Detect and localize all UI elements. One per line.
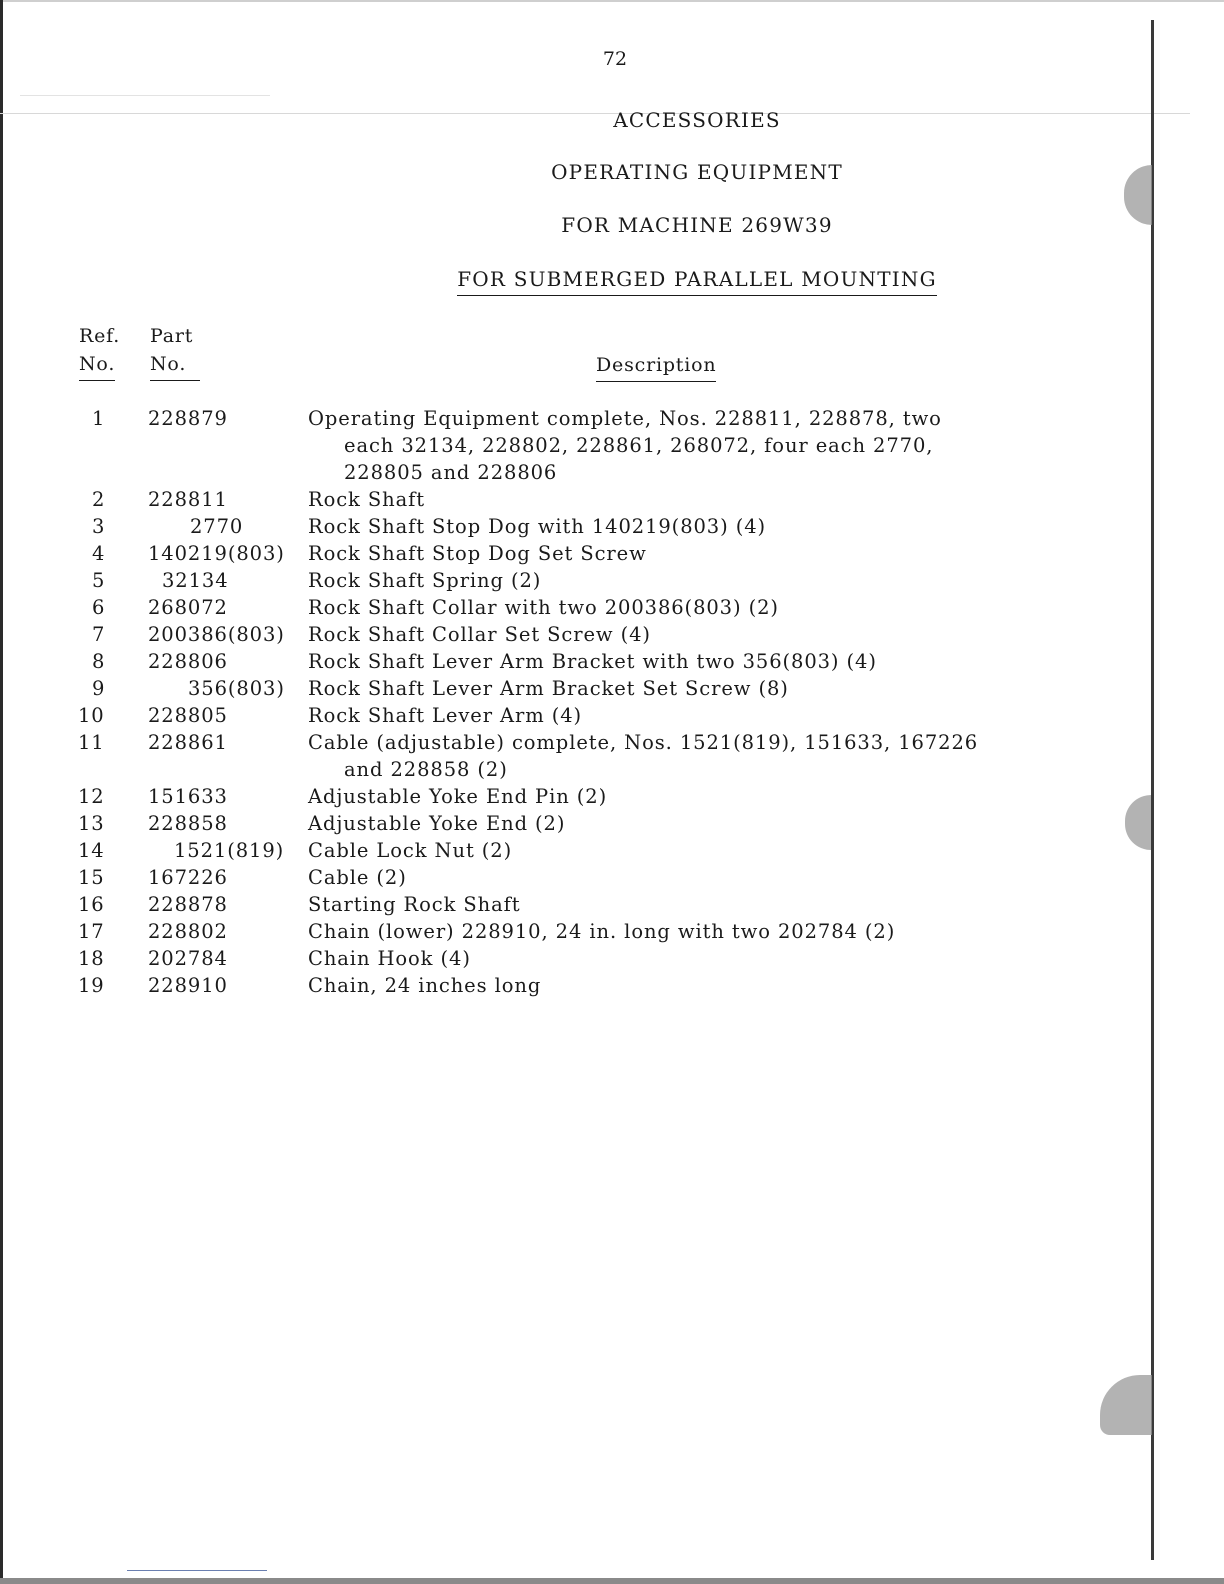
part-number: 228910 [148, 974, 228, 997]
part-number: 167226 [148, 866, 228, 889]
part-number: 228878 [148, 893, 228, 916]
parts-table-row [78, 837, 1078, 864]
part-description [308, 837, 1068, 864]
parts-table-row [78, 648, 1078, 675]
ref-number: 8 [92, 650, 106, 673]
part-description [308, 486, 1068, 513]
ref-column-header [79, 322, 120, 381]
part-number: 32134 [162, 569, 229, 592]
part-description [308, 864, 1068, 891]
description-header: Description [596, 351, 716, 382]
description-line: Starting Rock Shaft [308, 893, 521, 916]
description-line: Rock Shaft Collar with two 200386(803) (2) [308, 596, 779, 619]
part-description [308, 702, 1068, 729]
part-number: 151633 [148, 785, 228, 808]
parts-table-row [78, 918, 1078, 945]
ref-number: 11 [78, 731, 105, 754]
part-number: 228858 [148, 812, 228, 835]
part-header-line2: No. [150, 350, 200, 381]
ref-number: 19 [78, 974, 105, 997]
part-description [308, 540, 1068, 567]
description-line: each 32134, 228802, 228861, 268072, four each 2770, [344, 434, 934, 457]
ref-number: 13 [78, 812, 105, 835]
part-description [308, 621, 1068, 648]
part-number: 202784 [148, 947, 228, 970]
part-description [308, 567, 1068, 594]
description-line: Rock Shaft Stop Dog Set Screw [308, 542, 647, 565]
description-line: Rock Shaft Stop Dog with 140219(803) (4) [308, 515, 767, 538]
ref-number: 7 [92, 623, 106, 646]
part-description [308, 972, 1068, 999]
description-line: Rock Shaft Lever Arm Bracket with two 356(803) (4) [308, 650, 877, 673]
part-description [308, 675, 1068, 702]
ref-number: 6 [92, 596, 106, 619]
ref-header-line1: Ref. [79, 325, 121, 347]
scan-right-edge [1151, 20, 1154, 1560]
scan-bottom-edge [0, 1578, 1224, 1584]
description-line: Adjustable Yoke End (2) [308, 812, 566, 835]
description-line: Adjustable Yoke End Pin (2) [308, 785, 608, 808]
part-description [308, 810, 1068, 837]
ref-number: 2 [92, 488, 106, 511]
description-line: and 228858 (2) [344, 758, 508, 781]
ref-number: 18 [78, 947, 105, 970]
parts-table-row [78, 972, 1078, 999]
part-number: 2770 [190, 515, 244, 538]
part-header-line1: Part [150, 325, 194, 347]
binder-clip-shadow [1125, 795, 1151, 850]
parts-table-row [78, 945, 1078, 972]
part-number: 1521(819) [174, 839, 285, 862]
parts-table-row [78, 810, 1078, 837]
description-line: Rock Shaft Lever Arm Bracket Set Screw (8) [308, 677, 789, 700]
description-line: Rock Shaft [308, 488, 425, 511]
parts-table-row [78, 405, 1078, 486]
part-description [308, 918, 1068, 945]
part-number: 228811 [148, 488, 228, 511]
ref-number: 5 [92, 569, 106, 592]
part-number: 228861 [148, 731, 228, 754]
description-line: Cable (2) [308, 866, 407, 889]
description-line: Rock Shaft Collar Set Screw (4) [308, 623, 651, 646]
scan-bottom-mark [127, 1570, 267, 1571]
description-line: Rock Shaft Spring (2) [308, 569, 542, 592]
part-column-header [150, 322, 200, 381]
machine-heading: FOR MACHINE 269W39 [561, 213, 833, 237]
ref-number: 10 [78, 704, 105, 727]
parts-table-row [78, 864, 1078, 891]
description-line: Rock Shaft Lever Arm (4) [308, 704, 583, 727]
mounting-heading-text: FOR SUBMERGED PARALLEL MOUNTING [457, 267, 937, 296]
part-description [308, 945, 1068, 972]
ref-number: 12 [78, 785, 105, 808]
ref-number: 14 [78, 839, 105, 862]
parts-table-row [78, 891, 1078, 918]
parts-table-row [78, 702, 1078, 729]
part-description [308, 513, 1068, 540]
parts-table-row [78, 621, 1078, 648]
section-heading: ACCESSORIES [613, 108, 781, 132]
part-number: 140219(803) [148, 542, 285, 565]
description-line: Chain (lower) 228910, 24 in. long with two 202784 (2) [308, 920, 896, 943]
mounting-heading [0, 267, 1224, 291]
binder-clip-shadow [1100, 1375, 1152, 1435]
description-line: Chain, 24 inches long [308, 974, 542, 997]
part-description [308, 405, 1068, 486]
parts-table-row [78, 513, 1078, 540]
ref-number: 4 [92, 542, 106, 565]
part-number: 228879 [148, 407, 228, 430]
part-number: 228806 [148, 650, 228, 673]
description-column-header [596, 351, 716, 382]
description-line: Chain Hook (4) [308, 947, 471, 970]
page-number: 72 [602, 48, 628, 70]
part-number: 268072 [148, 596, 228, 619]
ref-number: 16 [78, 893, 105, 916]
parts-table-row [78, 567, 1078, 594]
ref-number: 9 [92, 677, 106, 700]
part-description [308, 729, 1068, 783]
parts-table-row [78, 594, 1078, 621]
description-line: Cable Lock Nut (2) [308, 839, 513, 862]
scan-faint-rule [20, 95, 270, 96]
ref-number: 1 [92, 407, 106, 430]
parts-table-row [78, 675, 1078, 702]
description-line: 228805 and 228806 [344, 461, 558, 484]
ref-number: 3 [92, 515, 106, 538]
parts-table-row [78, 783, 1078, 810]
part-description [308, 648, 1068, 675]
scan-top-edge [0, 0, 1224, 2]
parts-table-row [78, 729, 1078, 783]
part-number: 356(803) [188, 677, 285, 700]
part-number: 200386(803) [148, 623, 285, 646]
parts-table-row [78, 486, 1078, 513]
part-description [308, 891, 1068, 918]
part-number: 228802 [148, 920, 228, 943]
description-line: Operating Equipment complete, Nos. 228811, 228878, two [308, 407, 942, 430]
description-line: Cable (adjustable) complete, Nos. 1521(819), 151633, 167226 [308, 731, 979, 754]
ref-number: 15 [78, 866, 105, 889]
parts-list [78, 405, 1078, 999]
ref-number: 17 [78, 920, 105, 943]
part-description [308, 594, 1068, 621]
part-number: 228805 [148, 704, 228, 727]
parts-table-row [78, 540, 1078, 567]
subsection-heading: OPERATING EQUIPMENT [551, 160, 843, 184]
scan-left-edge [0, 0, 3, 1584]
part-description [308, 783, 1068, 810]
ref-header-line2: No. [79, 350, 115, 381]
